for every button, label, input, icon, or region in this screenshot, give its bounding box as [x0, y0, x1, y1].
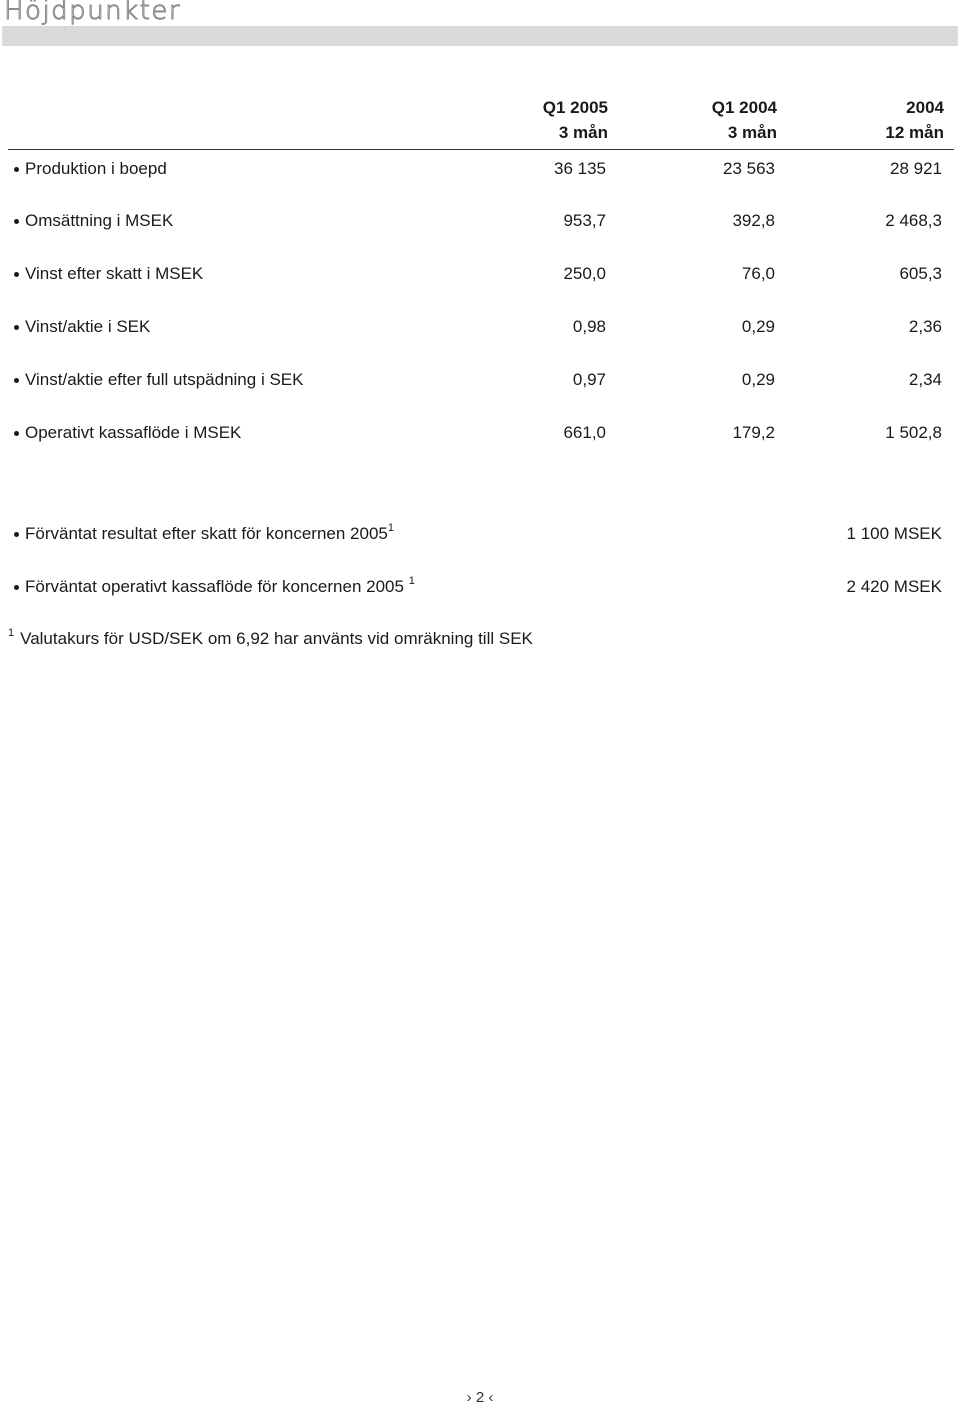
table-header — [0, 95, 960, 147]
header-divider — [8, 149, 954, 150]
forecast-label-text: Förväntat operativt kassaflöde för koncernen 2005 — [25, 577, 404, 596]
row-label: Operativt kassaflöde i MSEK — [25, 423, 242, 442]
bullet-icon — [14, 585, 19, 590]
cell-q1-2005: 250,0 — [563, 264, 606, 283]
row-label: Vinst/aktie i SEK — [25, 317, 151, 336]
table-row — [0, 209, 960, 233]
column-header-period: Q1 2005 — [542, 98, 608, 117]
table-row — [0, 421, 960, 445]
column-header-period: Q1 2004 — [711, 98, 777, 117]
cell-2004: 1 502,8 — [885, 423, 942, 442]
forecast-value: 1 100 MSEK — [846, 524, 942, 543]
cell-q1-2004: 0,29 — [741, 370, 775, 389]
page-number: › 2 ‹ — [466, 1389, 494, 1406]
cell-q1-2005: 36 135 — [554, 159, 606, 178]
footnote — [8, 627, 533, 651]
cell-q1-2005: 661,0 — [563, 423, 606, 442]
bullet-icon — [14, 167, 19, 172]
bullet-icon — [14, 431, 19, 436]
footnote-ref: 1 — [408, 575, 415, 587]
cell-2004: 2,34 — [908, 370, 942, 389]
forecast-row — [0, 522, 960, 546]
table-row — [0, 262, 960, 286]
footnote-marker: 1 — [8, 627, 15, 639]
forecast-row — [0, 575, 960, 599]
cell-q1-2004: 76,0 — [741, 264, 775, 283]
cell-q1-2005: 953,7 — [563, 211, 606, 230]
table-row — [0, 368, 960, 392]
page-title: Höjdpunkter — [4, 0, 182, 26]
bullet-icon — [14, 378, 19, 383]
row-label: Produktion i boepd — [25, 159, 167, 178]
cell-q1-2004: 392,8 — [732, 211, 775, 230]
bullet-icon — [14, 532, 19, 537]
bullet-icon — [14, 219, 19, 224]
cell-q1-2005: 0,98 — [572, 317, 606, 336]
title-bar — [2, 26, 958, 46]
table-row — [0, 157, 960, 181]
cell-q1-2004: 0,29 — [741, 317, 775, 336]
forecast-label-text: Förväntat resultat efter skatt för koncernen 2005 — [25, 524, 388, 543]
bullet-icon — [14, 325, 19, 330]
cell-2004: 605,3 — [899, 264, 942, 283]
column-header-q1-2005 — [543, 95, 608, 145]
row-label: Vinst efter skatt i MSEK — [25, 264, 204, 283]
footnote-ref: 1 — [387, 522, 394, 534]
cell-q1-2004: 23 563 — [723, 159, 775, 178]
row-label: Vinst/aktie efter full utspädning i SEK — [25, 370, 304, 389]
bullet-icon — [14, 272, 19, 277]
row-label: Omsättning i MSEK — [25, 211, 174, 230]
cell-q1-2005: 0,97 — [572, 370, 606, 389]
footnote-text: Valutakurs för USD/SEK om 6,92 har använts vid omräkning till SEK — [20, 629, 533, 648]
cell-2004: 28 921 — [890, 159, 942, 178]
column-header-duration: 3 mån — [727, 123, 777, 142]
column-header-duration: 12 mån — [885, 123, 944, 142]
forecast-label — [25, 575, 415, 599]
cell-2004: 2 468,3 — [885, 211, 942, 230]
column-header-2004 — [885, 95, 944, 145]
column-header-q1-2004 — [712, 95, 777, 145]
cell-2004: 2,36 — [908, 317, 942, 336]
forecast-value: 2 420 MSEK — [846, 577, 942, 596]
column-header-duration: 3 mån — [558, 123, 608, 142]
forecast-label — [25, 522, 394, 546]
column-header-period: 2004 — [906, 98, 944, 117]
table-row — [0, 315, 960, 339]
cell-q1-2004: 179,2 — [732, 423, 775, 442]
